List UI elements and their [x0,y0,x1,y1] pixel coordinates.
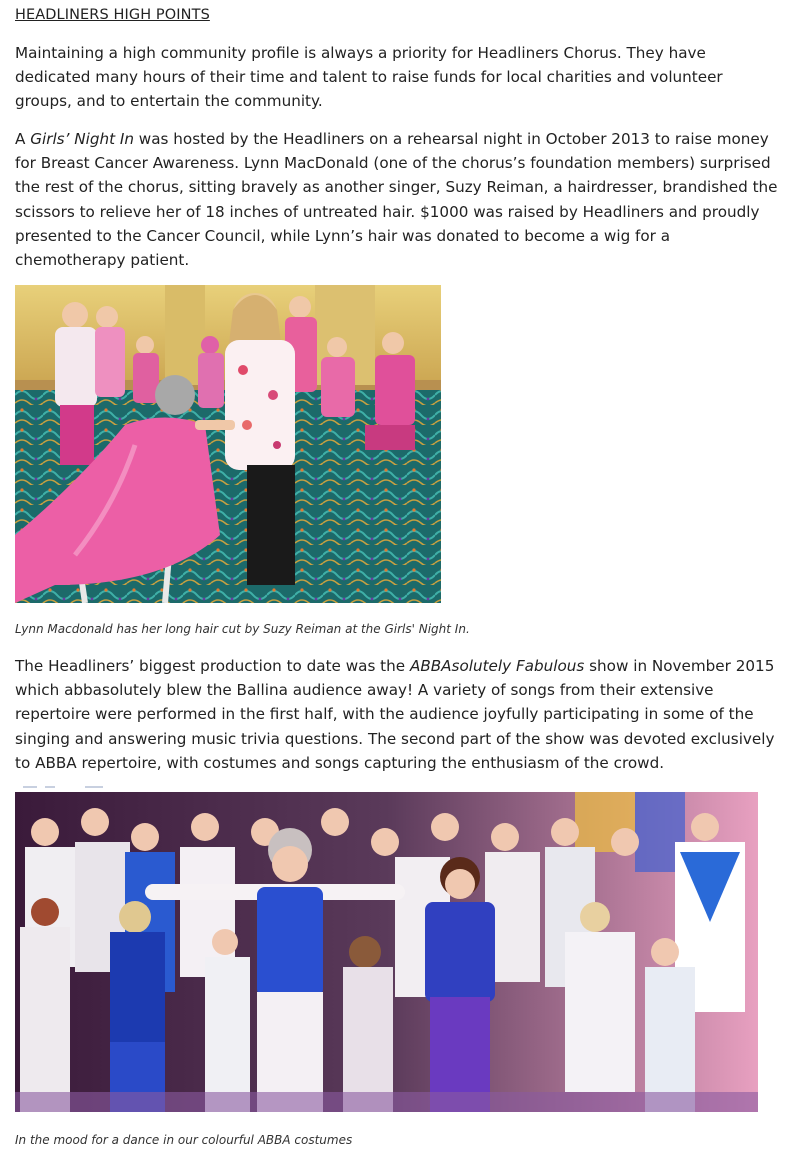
section-heading: HEADLINERS HIGH POINTS [15,7,210,23]
event-name-italic: Girls’ Night In [30,130,134,148]
paragraph-text: A [15,130,31,148]
photo-caption-2: In the mood for a dance in our colourful ABBA costumes [15,1133,353,1147]
decorative-dots [15,784,115,790]
photo-caption-1: Lynn Macdonald has her long hair cut by Suzy Reiman at the Girls' Night In. [15,622,470,636]
paragraph-abba-show [15,654,780,775]
show-name-italic: ABBAsolutely Fabulous [409,657,585,675]
abba-costumes-photo [15,792,758,1112]
paragraph-girls-night-in [15,127,780,272]
paragraph-text: show in November 2015 which abbasolutely blew the Ballina audience away! A variety of songs from their extensive repertoire were performed in the first half, with the audience joyfully participating in some of the singing and answering music trivia questions. The second part of the show was devoted exclusively to ABBA repertoire, with costumes and songs capturing the enthusiasm of the crowd. [15,657,775,772]
paragraph-community-profile: Maintaining a high community profile is always a priority for Headliners Chorus. They have dedicated many hours of their time and talent to raise funds for local charities and volunteer groups, and to entertain the community. [15,44,723,111]
paragraph-text: was hosted by the Headliners on a rehearsal night in October 2013 to raise money for Breast Cancer Awareness. Lynn MacDonald (one of the chorus’s foundation members) surprised the rest of the chorus, sitting bravely as another singer, Suzy Reiman, a hairdresser, brandished the scissors to relieve her of 18 inches of untreated hair. $1000 was raised by Headliners and proudly presented to the Cancer Council, while Lynn’s hair was donated to become a wig for a chemotherapy patient. [15,130,778,270]
paragraph-text: The Headliners’ biggest production to date was the [15,657,410,675]
girls-night-in-photo [15,285,441,603]
